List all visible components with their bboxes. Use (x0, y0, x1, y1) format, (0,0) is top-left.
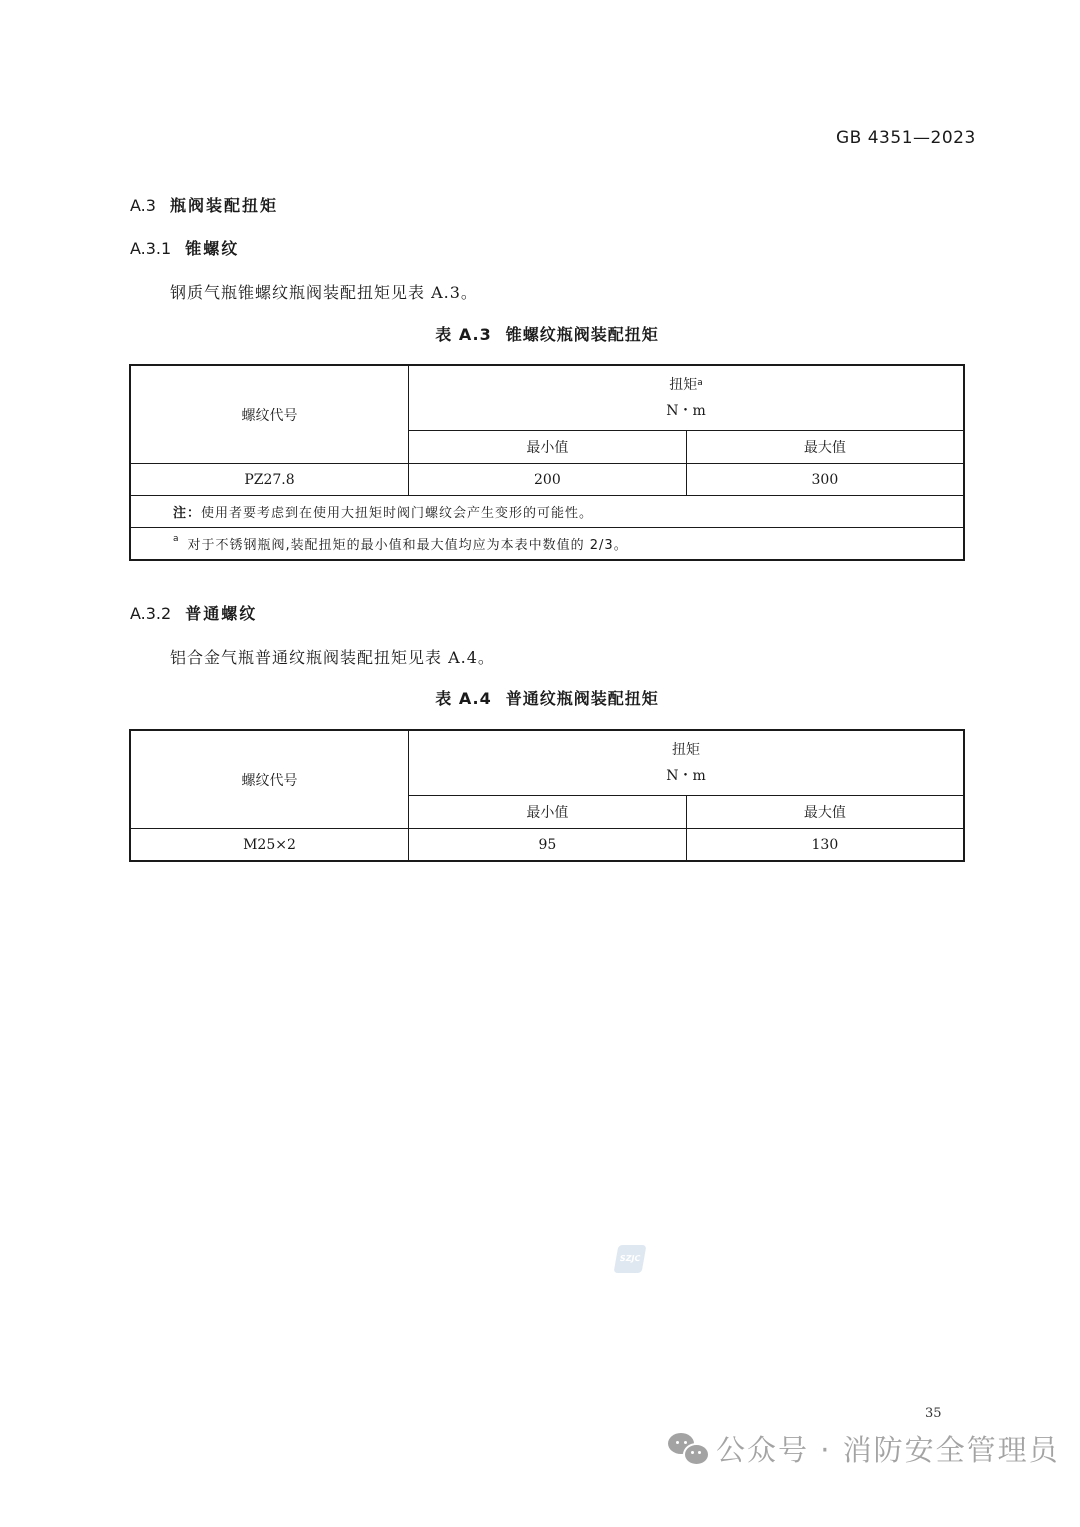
table-caption-title: 锥螺纹瓶阀装配扭矩 (505, 325, 659, 344)
watermark-logo: SZJC (614, 1245, 647, 1273)
torque-unit: N・m (666, 403, 706, 419)
section-number: A.3 (130, 196, 156, 215)
cell-min: 200 (409, 464, 687, 496)
table-caption-number: 表 A.3 (435, 325, 492, 344)
wechat-icon (668, 1431, 708, 1465)
section-title: 锥螺纹 (185, 239, 240, 258)
torque-label: 扭矩 (669, 377, 698, 393)
footnote-marker: a (173, 534, 180, 544)
table-note (130, 496, 964, 528)
section-title: 瓶阀装配扭矩 (169, 196, 278, 215)
cell-thread: PZ27.8 (130, 464, 409, 496)
table-footnote (130, 528, 964, 561)
header-thread-code: 螺纹代号 (130, 365, 409, 464)
torque-label: 扭矩 (672, 742, 700, 758)
page-number: 35 (925, 1406, 942, 1421)
table-a4 (129, 729, 965, 862)
footer-account-name: 公众号 · 消防安全管理员 (716, 1432, 1060, 1467)
torque-unit: N・m (666, 768, 706, 784)
cell-thread: M25×2 (130, 829, 409, 862)
paragraph-a3-1: 钢质气瓶锥螺纹瓶阀装配扭矩见表 A.3。 (170, 283, 478, 302)
table-caption-number: 表 A.4 (435, 689, 492, 708)
footer-brand (668, 1428, 1060, 1468)
note-label: 注： (173, 506, 202, 521)
header-max: 最大值 (686, 796, 964, 829)
table-a4-caption (0, 686, 1080, 709)
section-heading-a3 (130, 193, 278, 216)
header-torque (409, 365, 965, 431)
header-min: 最小值 (409, 796, 687, 829)
section-title: 普通螺纹 (185, 604, 258, 623)
header-max: 最大值 (686, 431, 964, 464)
header-min: 最小值 (409, 431, 687, 464)
paragraph-a3-2: 铝合金气瓶普通纹瓶阀装配扭矩见表 A.4。 (170, 648, 495, 667)
header-thread-code: 螺纹代号 (130, 730, 409, 829)
table-a3 (129, 364, 965, 561)
cell-max: 130 (686, 829, 964, 862)
section-heading-a3-1 (130, 236, 239, 259)
cell-min: 95 (409, 829, 687, 862)
section-number: A.3.1 (130, 239, 172, 258)
table-a3-caption (0, 322, 1080, 345)
table-row (130, 464, 964, 496)
footnote-marker: a (697, 378, 703, 388)
cell-max: 300 (686, 464, 964, 496)
footnote-text: 对于不锈钢瓶阀,装配扭矩的最小值和最大值均应为本表中数值的 2/3。 (187, 538, 628, 553)
table-caption-title: 普通纹瓶阀装配扭矩 (505, 689, 659, 708)
section-number: A.3.2 (130, 604, 172, 623)
note-text: 使用者要考虑到在使用大扭矩时阀门螺纹会产生变形的可能性。 (201, 506, 594, 521)
table-row (130, 829, 964, 862)
section-heading-a3-2 (130, 601, 257, 624)
header-torque (409, 730, 965, 796)
standard-code: GB 4351—2023 (836, 128, 976, 148)
